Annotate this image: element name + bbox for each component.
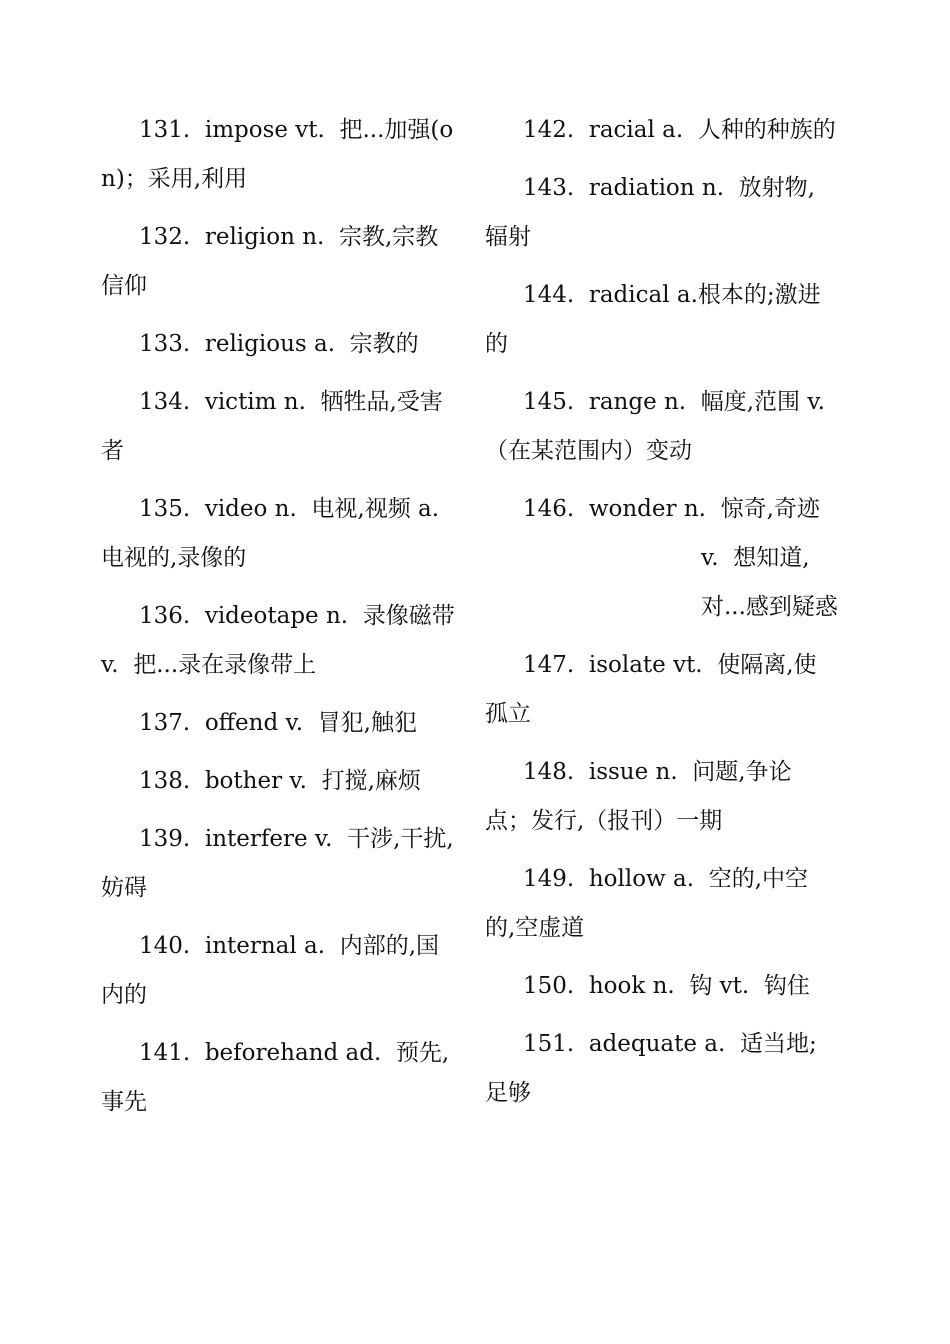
right-column <box>485 106 840 1127</box>
vocab-entry-137: 137. offend v. 冒犯,触犯 <box>139 710 417 736</box>
left-column <box>101 106 463 1136</box>
vocab-entry-132: 132. religion n. 宗教,宗教信仰 <box>101 224 439 299</box>
vocab-entry-133: 133. religious a. 宗教的 <box>139 331 419 357</box>
vocab-entry-150: 150. hook n. 钩 vt. 钩住 <box>523 973 810 999</box>
vocab-entry-139: 139. interfere v. 干涉,干扰,妨碍 <box>101 826 454 901</box>
vocab-entry-146-verb-sense: v. 想知道,对...感到疑惑 <box>701 545 838 620</box>
vocab-entry-135: 135. video n. 电视,视频 a. 电视的,录像的 <box>101 496 454 571</box>
vocab-entry-140: 140. internal a. 内部的,国内的 <box>101 933 439 1008</box>
vocab-entry-146: 146. wonder n. 惊奇,奇迹 <box>523 496 820 522</box>
vocab-entry-142: 142. racial a. 人种的种族的 <box>523 117 836 143</box>
vocab-entry-141: 141. beforehand ad. 预先,事先 <box>101 1040 450 1115</box>
vocab-entry-143: 143. radiation n. 放射物,辐射 <box>485 175 815 250</box>
vocab-entry-148: 148. issue n. 问题,争论点；发行,（报刊）一期 <box>485 759 792 834</box>
vocab-entry-136: 136. videotape n. 录像磁带 v. 把...录在录像带上 <box>101 603 463 678</box>
vocab-entry-138: 138. bother v. 打搅,麻烦 <box>139 768 421 794</box>
vocab-entry-145: 145. range n. 幅度,范围 v. （在某范围内）变动 <box>485 389 840 464</box>
vocab-entry-144: 144. radical a.根本的;激进的 <box>485 282 821 357</box>
vocab-entry-131: 131. impose vt. 把...加强(on)；采用,利用 <box>101 117 454 192</box>
vocab-entry-134: 134. victim n. 牺牲品,受害者 <box>101 389 443 464</box>
vocab-entry-149: 149. hollow a. 空的,中空的,空虚道 <box>485 866 809 941</box>
vocab-entry-147: 147. isolate vt. 使隔离,使孤立 <box>485 652 817 727</box>
vocab-entry-151: 151. adequate a. 适当地;足够 <box>485 1031 817 1106</box>
